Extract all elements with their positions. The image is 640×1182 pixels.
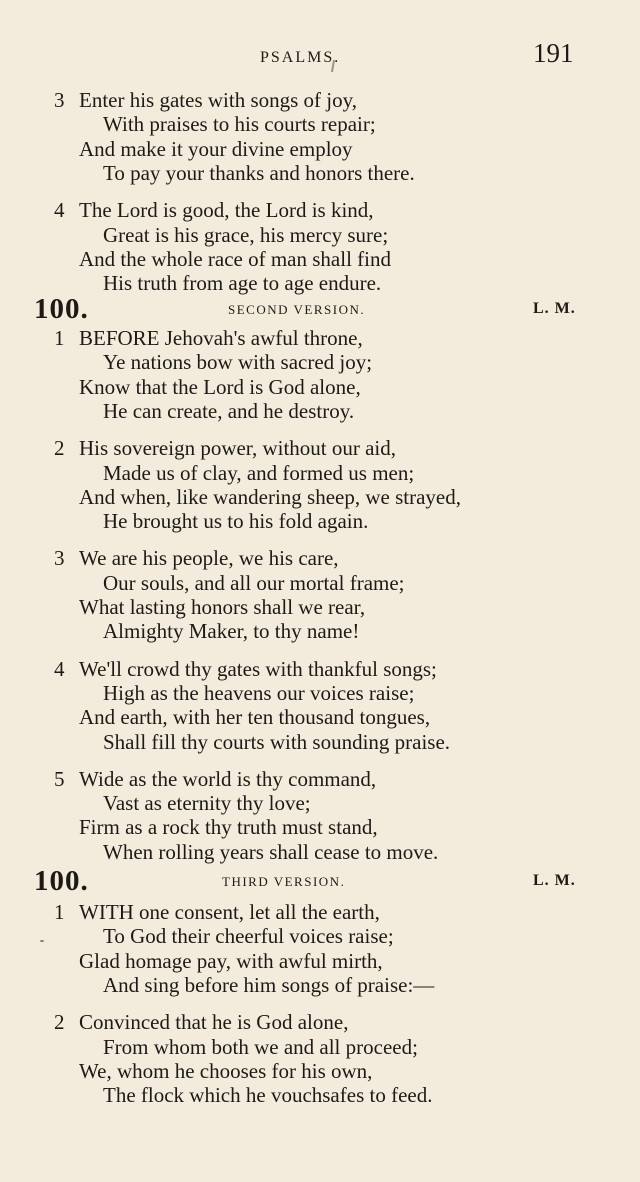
verse-line: Ye nations bow with sacred joy; — [103, 350, 373, 375]
verse-number: 4 — [54, 656, 65, 681]
verse-number: 3 — [54, 546, 65, 571]
verse-line: To God their cheerful voices raise; — [103, 924, 394, 949]
verse-number: 2 — [54, 1010, 65, 1035]
verse-number: 1 — [54, 900, 65, 924]
verse-line: What lasting honors shall we rear, — [79, 595, 366, 619]
verse-line: Great is his grace, his mercy sure; — [103, 222, 389, 247]
verse-line: We, whom he chooses for his own, — [79, 1058, 373, 1083]
verse-number: 4 — [54, 198, 65, 223]
verse-number: 3 — [54, 88, 65, 112]
verse-line: And the whole race of man shall find — [79, 246, 391, 271]
verse-line: We are his people, we his care, — [79, 546, 339, 571]
hymn-heading — [0, 294, 640, 324]
verse-line: We'll crowd thy gates with thankful songs; — [79, 656, 437, 681]
verse-line: And make it your divine employ — [79, 136, 353, 161]
verse-line: Shall fill thy courts with sounding praise. — [103, 729, 451, 754]
verse-line: Glad homage pay, with awful mirth, — [79, 948, 383, 973]
verse-line: To pay your thanks and honors there. — [103, 160, 415, 185]
verse-number: 1 — [54, 326, 65, 350]
verse-line: Our souls, and all our mortal frame; — [103, 570, 405, 595]
verse-line: Convinced that he is God alone, — [79, 1010, 349, 1035]
verse-line: The Lord is good, the Lord is kind, — [79, 198, 374, 223]
hymn-meter: L. M. — [533, 872, 576, 889]
verse-line: He brought us to his fold again. — [103, 509, 369, 534]
verse-line: He can create, and he destroy. — [103, 398, 355, 423]
verse-line: When rolling years shall cease to move. — [103, 839, 439, 864]
verse-line: From whom both we and all proceed; — [103, 1034, 418, 1059]
page-header — [0, 38, 640, 74]
verse-line: And sing before him songs of praise:— — [103, 972, 435, 997]
verse-line: The flock which he vouchsafes to feed. — [103, 1083, 433, 1108]
verse-line: Almighty Maker, to thy name! — [103, 619, 360, 644]
verse-line: Firm as a rock thy truth must stand, — [79, 815, 378, 840]
verse-line: With praises to his courts repair; — [103, 112, 376, 137]
hymn-version: THIRD VERSION. — [222, 874, 346, 889]
verse-number: 2 — [54, 436, 65, 461]
verse-line: Wide as the world is thy command, — [79, 766, 377, 791]
verse-line: Enter his gates with songs of joy, — [79, 88, 358, 112]
verse-number: 5 — [54, 766, 65, 791]
verse-line: Vast as eternity thy love; — [103, 791, 311, 816]
hymn-number: 100. — [34, 293, 89, 325]
hymn-heading — [0, 866, 640, 896]
verse-line: And earth, with her ten thousand tongues, — [79, 705, 431, 730]
verse-line: BEFORE Jehovah's awful throne, — [79, 326, 363, 350]
page-number: 191 — [533, 38, 574, 68]
hymn-version: SECOND VERSION. — [228, 302, 366, 317]
hymn-number: 100. — [34, 865, 89, 897]
verse-line: Made us of clay, and formed us men; — [103, 460, 415, 485]
verse-line: His truth from age to age endure. — [103, 271, 382, 296]
hymn-meter: L. M. — [533, 300, 576, 317]
verse-line: His sovereign power, without our aid, — [79, 436, 397, 461]
running-head: PSALMS. — [260, 49, 341, 66]
verse-line: WITH one consent, let all the earth, — [79, 900, 380, 924]
paper-speck — [40, 940, 44, 942]
verse-line: And when, like wandering sheep, we strayed, — [79, 484, 461, 509]
verse-line: Know that the Lord is God alone, — [79, 374, 361, 399]
verse-line: High as the heavens our voices raise; — [103, 680, 415, 705]
